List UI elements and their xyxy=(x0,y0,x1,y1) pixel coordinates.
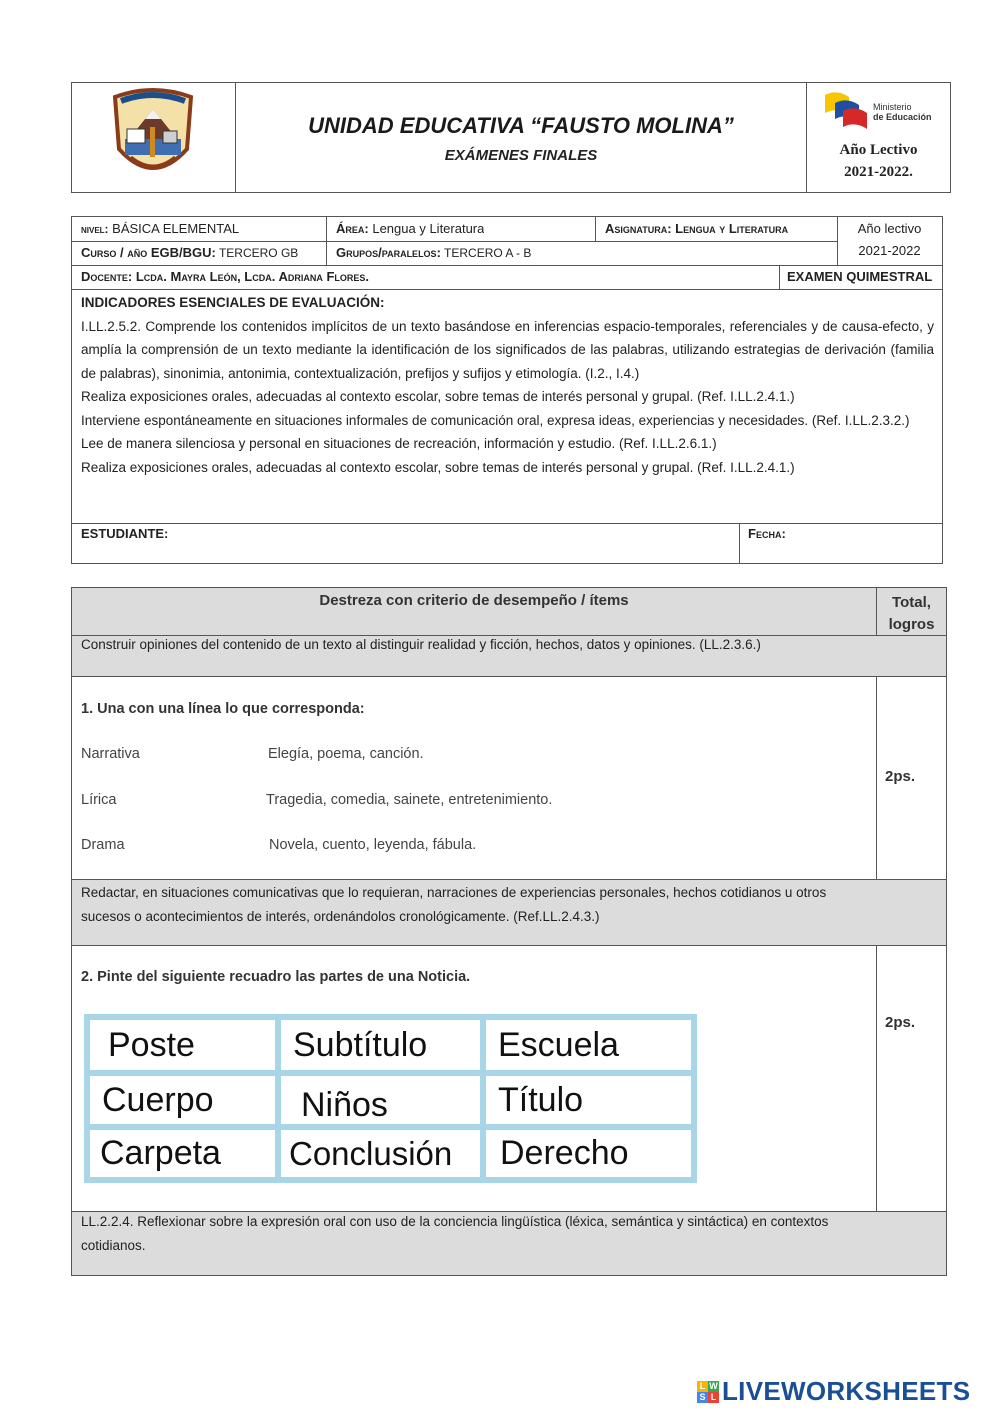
school-year xyxy=(807,139,950,183)
noticia-word-grid xyxy=(84,1014,697,1183)
word-cell-carpeta[interactable]: Carpeta xyxy=(87,1127,278,1180)
word-cell-escuela[interactable]: Escuela xyxy=(483,1017,694,1073)
school-crest-icon xyxy=(107,87,199,183)
exam-subtitle: EXÁMENES FINALES xyxy=(444,147,598,164)
asignatura-field xyxy=(605,221,788,236)
docente-value: Lcda. Mayra León, Lcda. Adriana Flores. xyxy=(132,269,370,284)
indicator-4: Lee de manera silenciosa y personal en situaciones de recreación, información y estudio. (Ref. I.LL.2.6.1.) xyxy=(81,436,717,451)
header-titles xyxy=(236,83,807,192)
ministry-cell xyxy=(807,83,950,192)
word-cell-ninos[interactable]: Niños xyxy=(278,1073,483,1127)
grupos-value: TERCERO A - B xyxy=(440,246,532,260)
word-cell-titulo[interactable]: Título xyxy=(483,1073,694,1127)
q1-right-2[interactable]: Tragedia, comedia, sainete, entretenimiento. xyxy=(266,792,553,808)
indicator-5: Realiza exposiciones orales, adecuadas al contexto escolar, sobre temas de interés personal y grupal. (Ref. I.LL.2.4.1.) xyxy=(81,459,795,475)
q1-left-lirica[interactable]: Lírica xyxy=(81,792,117,808)
word-cell-conclusion[interactable]: Conclusión xyxy=(278,1127,483,1180)
curso-field xyxy=(81,245,298,260)
q1-right-3[interactable]: Novela, cuento, leyenda, fábula. xyxy=(269,837,477,853)
nivel-field xyxy=(81,221,239,236)
indicators-section xyxy=(81,291,934,479)
school-year-label: Año Lectivo xyxy=(839,142,918,158)
asignatura-label: Asignatura: xyxy=(605,221,672,236)
word-cell-subtitulo[interactable]: Subtítulo xyxy=(278,1017,483,1073)
q1-points: 2ps. xyxy=(885,768,916,785)
grupos-field xyxy=(336,245,531,260)
ano-lectivo-label: Año lectivo xyxy=(857,221,922,236)
area-value: Lengua y Literatura xyxy=(368,221,485,236)
curso-value: TERCERO GB xyxy=(215,246,299,260)
grupos-label: Grupos/paralelos: xyxy=(336,245,441,260)
q1-right-1[interactable]: Elegía, poema, canción. xyxy=(268,746,424,762)
indicators-title: INDICADORES ESENCIALES DE EVALUACIÓN: xyxy=(81,295,385,310)
school-name: UNIDAD EDUCATIVA “FAUSTO MOLINA” xyxy=(308,113,734,138)
docente-field xyxy=(81,269,369,284)
indicator-1: I.LL.2.5.2. Comprende los contenidos implícitos de un texto basándose en inferencias espacio-temporales, referenciales y de causa-efecto, y amplía la comprensión de un texto mediante la identificación de los significados de las palabras, utilizando estrategias de derivación (familia de palabras), sinonimia, antonimia, contextualización, prefijos y sufijos y etimología. (I.2., I.4.) xyxy=(81,318,934,381)
question-2-title: 2. Pinte del siguiente recuadro las partes de una Noticia. xyxy=(81,969,471,985)
destreza-3-line1: LL.2.2.4. Reflexionar sobre la expresión oral con uso de la conciencia lingüística (léxica, semántica y sintáctica) en contextos xyxy=(81,1214,829,1229)
destreza-2-line2: sucesos o acontecimientos de interés, ordenándolos cronológicamente. (Ref.LL.2.4.3.) xyxy=(81,909,600,924)
destreza-1: Construir opiniones del contenido de un texto al distinguir realidad y ficción, hechos, datos y opiniones. (LL.2.3.6.) xyxy=(81,637,761,652)
date-label: Fecha: xyxy=(748,526,786,541)
liveworksheets-logo-icon xyxy=(697,1381,719,1403)
nivel-value: BÁSICA ELEMENTAL xyxy=(108,221,240,236)
word-cell-derecho[interactable]: Derecho xyxy=(483,1127,694,1180)
ano-lectivo-value: 2021-2022 xyxy=(858,243,921,258)
logo-letter-1: L xyxy=(697,1381,708,1392)
word-cell-cuerpo[interactable]: Cuerpo xyxy=(87,1073,278,1127)
destreza-2-line1: Redactar, en situaciones comunicativas que lo requieran, narraciones de experiencias personales, hechos cotidianos u otros xyxy=(81,885,827,900)
docente-label: Docente: xyxy=(81,269,133,284)
question-1-title: 1. Una con una línea lo que corresponda: xyxy=(81,701,365,717)
asignatura-value: Lengua y Literatura xyxy=(671,221,789,236)
nivel-label: nivel: xyxy=(81,222,109,236)
curso-label: Curso / año EGB/BGU: xyxy=(81,245,216,260)
column-header-total xyxy=(877,592,946,636)
destreza-3 xyxy=(81,1210,828,1258)
indicator-3: Interviene espontáneamente en situaciones informales de comunicación oral, expresa ideas, experiencias y necesidades. (Ref. I.LL.2.3.2.) xyxy=(81,412,910,428)
logo-letter-2: W xyxy=(709,1381,718,1391)
ministry-logo xyxy=(823,91,932,133)
exam-header xyxy=(71,82,951,193)
logo-letter-4: L xyxy=(708,1392,719,1403)
student-label: ESTUDIANTE: xyxy=(81,526,169,541)
column-header-destreza: Destreza con criterio de desempeño / ítems xyxy=(319,592,629,609)
indicator-2: Realiza exposiciones orales, adecuadas al contexto escolar, sobre temas de interés personal y grupal. (Ref. I.LL.2.4.1.) xyxy=(81,389,795,404)
destreza-3-line2: cotidianos. xyxy=(81,1238,146,1253)
q2-points: 2ps. xyxy=(885,1014,916,1031)
q1-left-narrativa[interactable]: Narrativa xyxy=(81,746,140,762)
ministry-line2: de Educación xyxy=(873,112,932,122)
total-header-line2: logros xyxy=(888,616,935,633)
logo-letter-3: S xyxy=(697,1392,708,1403)
exam-type: EXAMEN QUIMESTRAL xyxy=(787,269,933,284)
area-label: Área: xyxy=(336,221,369,236)
school-year-value: 2021-2022. xyxy=(844,164,913,180)
brand-name: LIVEWORKSHEETS xyxy=(722,1376,971,1406)
area-field xyxy=(336,221,484,236)
ecuador-flag-icon xyxy=(823,91,869,133)
destreza-2 xyxy=(81,881,826,929)
ministry-line1: Ministerio xyxy=(873,102,912,112)
liveworksheets-brand xyxy=(697,1376,970,1407)
exam-info-table xyxy=(71,216,943,564)
word-cell-poste[interactable]: Poste xyxy=(87,1017,278,1073)
q1-left-drama[interactable]: Drama xyxy=(81,837,125,853)
total-header-line1: Total, xyxy=(892,594,931,611)
school-logo-cell xyxy=(72,83,236,192)
items-table xyxy=(71,587,947,1276)
